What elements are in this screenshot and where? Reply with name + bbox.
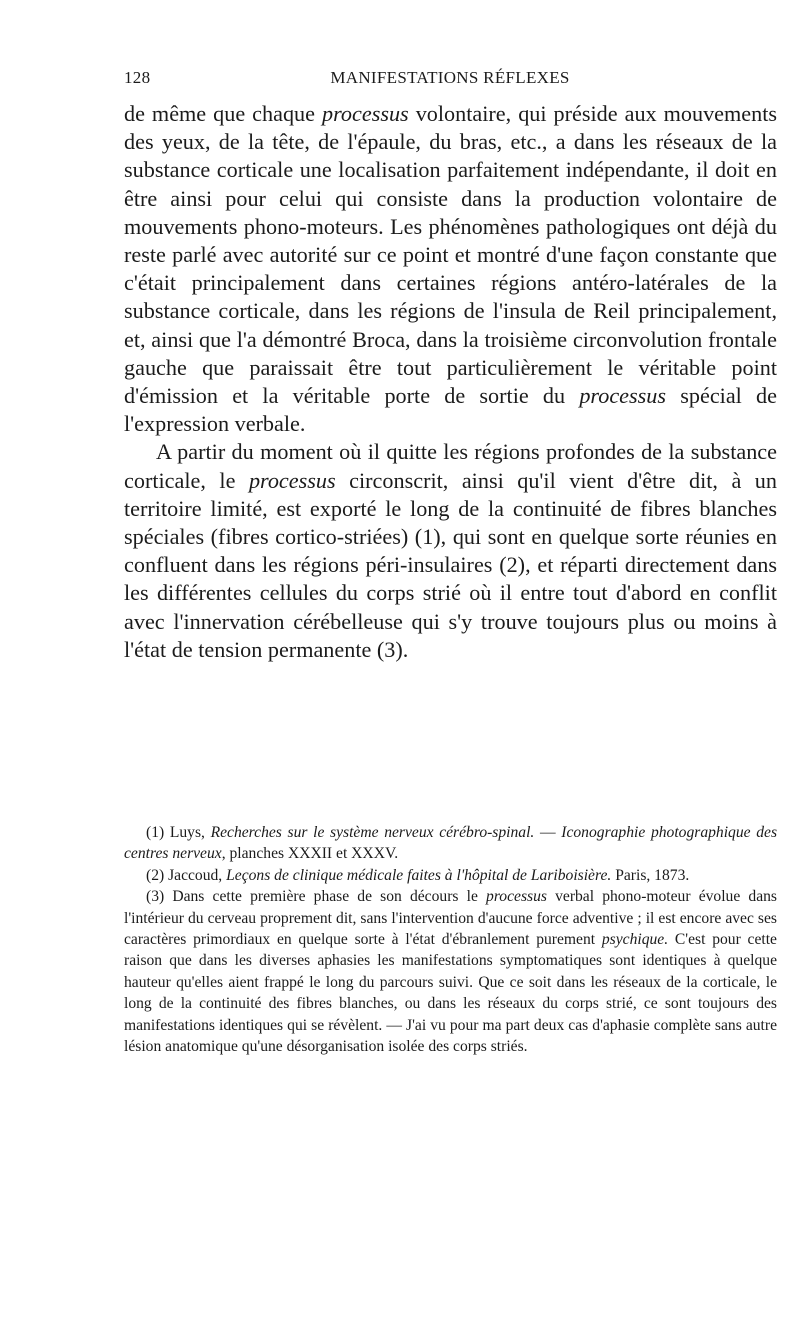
footnote-1-text-a: (1) Luys, bbox=[146, 824, 211, 841]
footnote-3-text-c: C'est pour cette raison que dans les diverses aphasies les manifestations symptomatiques sont identiques à quelque hauteur qu'elles aient frappé le long du parcours suivi. Que ce soit dans les réseaux de la corticale, le long de la continuité des fibres blanches, ou dans les réseaux du corps strié, ce sont toujours des manifestations identiques qui se révèlent. — J'ai vu pour ma part deux cas d'aphasie complète sans autre lésion anatomique qu'une désorganisation isolée des corps striés. bbox=[124, 931, 777, 1056]
paragraph-2-text-b: circonscrit, ainsi qu'il vient d'être dit, à un territoire limité, est exporté le long de la continuité de fibres blanches spéciales (fibres cortico-striées) (1), qui sont en quelque sorte réunies en confluent dans les régions péri-insulaires (2), et réparti directement dans les différentes cellules du corps strié où il entre tout d'abord en conflit avec l'innervation cérébelleuse qui s'y trouve toujours plus ou moins à l'état de tension permanente (3). bbox=[124, 467, 777, 662]
footnote-3-italic-a: processus bbox=[486, 888, 547, 906]
paragraph-2-italic-a: processus bbox=[248, 467, 336, 493]
footnote-1-italic-b: Iconographie photographique des centres nerveux bbox=[124, 824, 778, 863]
paragraph-1-text-c: spécial de l'expression verbale. bbox=[124, 383, 777, 437]
paragraph-1-italic-a: processus bbox=[322, 101, 409, 126]
footnotes bbox=[124, 822, 777, 1057]
page-number: 128 bbox=[124, 68, 151, 87]
footnote-3-text-a: (3) Dans cette première phase de son décours le bbox=[146, 888, 487, 906]
footnote-2-italic-a: Leçons de clinique médicale faites à l'hôpital de Lariboisière. bbox=[226, 866, 612, 884]
paragraph-1-text-b: volontaire, qui préside aux mouvements des yeux, de la tête, de l'épaule, du bras, etc., a dans les réseaux de la substance corticale une localisation parfaitement indépendante, il doit en être ainsi pour celui qui consiste dans la production volontaire de mouvements phono-moteurs. Les phénomènes pathologiques ont déjà du reste parlé avec autorité sur ce point et montré d'une façon constante que c'était principalement dans certaines régions antéro-latérales de la substance corticale, dans les régions de l'insula de Reil principalement, et, ainsi que l'a démontré Broca, dans la troisième circonvolution frontale gauche que paraissait être tout particulièrement le véritable point d'émission et la véritable porte de sortie du bbox=[124, 101, 778, 409]
main-text bbox=[124, 100, 777, 664]
running-title: MANIFESTATIONS RÉFLEXES bbox=[330, 68, 570, 87]
paragraph-1-italic-b: processus bbox=[579, 383, 667, 409]
footnote-1-text-c: , planches XXXII et XXXV. bbox=[221, 845, 399, 863]
footnote-2-text-a: (2) Jaccoud, bbox=[146, 866, 227, 884]
paragraph-1-text-a: de même que chaque bbox=[124, 101, 322, 126]
paragraph-1 bbox=[124, 100, 777, 438]
footnote-1-text-b: — bbox=[534, 824, 562, 841]
footnote-3-text-b: verbal phono-moteur évolue dans l'intérieur du cerveau proprement dit, sans l'intervention d'aucune force adventive ; il est encore avec ses caractères primordiaux en quelque sorte à l'état d'ébranlement purement bbox=[124, 888, 777, 949]
footnote-3 bbox=[124, 886, 777, 1057]
footnote-2 bbox=[124, 865, 777, 886]
running-header bbox=[124, 68, 776, 92]
footnote-2-text-b: Paris, 1873. bbox=[611, 866, 690, 884]
footnote-3-italic-b: psychique. bbox=[601, 931, 669, 949]
paragraph-2-text-a: A partir du moment où il quitte les régions profondes de la substance corticale, le bbox=[124, 439, 777, 493]
footnote-1-italic-a: Recherches sur le système nerveux cérébro-spinal. bbox=[210, 824, 535, 841]
paragraph-2 bbox=[124, 438, 777, 664]
footnote-1 bbox=[124, 822, 777, 865]
